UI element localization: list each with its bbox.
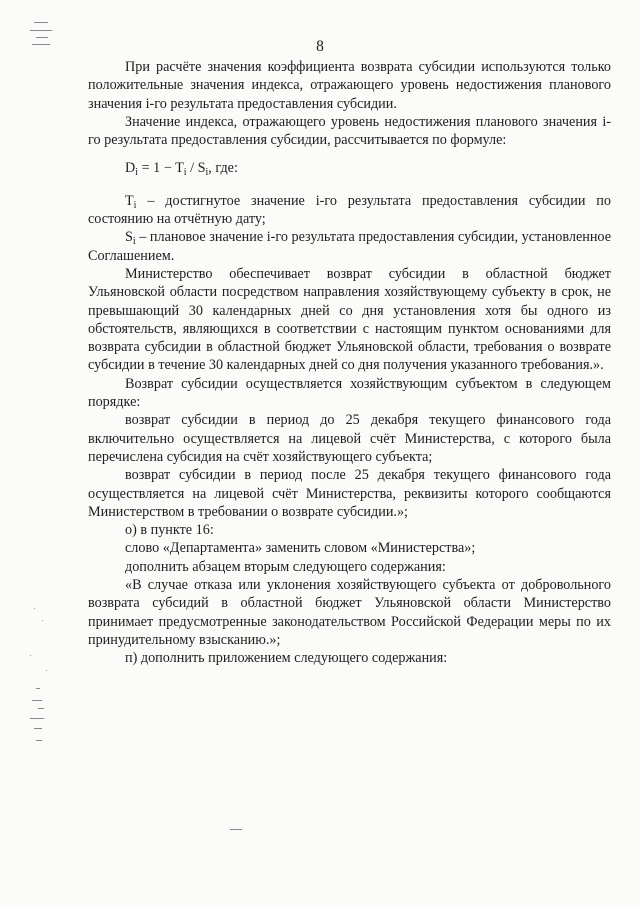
formula-slash: / bbox=[186, 160, 198, 177]
formula-eq: = 1 − bbox=[138, 160, 176, 177]
paragraph-1: При расчёте значения коэффициента возврата субсидии используются только положительные значения индекса, отражающего уровень недостижения планового значения i-го результата предоставления субсидии. bbox=[88, 59, 611, 112]
definition-symbol-sub: i bbox=[132, 236, 136, 248]
definition-text: – достигнутое значение i-го результата предоставления субсидии по состоянию на отчётную дату; bbox=[88, 192, 611, 228]
body-paragraph: Министерство обеспечивает возврат субсидии в областной бюджет Ульяновской области посредством направления хозяйствующему субъекту в срок, не превышающий 30 календарных дней со дня установления хотя бы одного из обстоятельств, являющихся в соответствии с настоящим пунктом основаниями для возврата субсидии в областной бюджет Ульяновской области, требования о возврате субсидии в течение 30 календарных дней со дня получения указанного требования.». bbox=[88, 265, 611, 374]
body-paragraph: возврат субсидии в период после 25 декабря текущего финансового года осуществляется на лицевой счёт Министерства, реквизиты которого сообщаются Министерством в требовании о возврате субсидии.»; bbox=[88, 467, 611, 520]
definition-symbol: T bbox=[125, 192, 134, 209]
body-paragraph: п) дополнить приложением следующего содержания: bbox=[125, 650, 448, 667]
definition-symbol: S bbox=[125, 229, 133, 246]
scan-artifact-bottom bbox=[228, 826, 246, 834]
page-number: 8 bbox=[316, 38, 324, 55]
body-paragraph: «В случае отказа или уклонения хозяйствующего субъекта от добровольного возврата субсидий в областной бюджет Ульяновской области Министерство принимает предусмотренные законодательством Российской Федерации меры по их принудительному взысканию.»; bbox=[88, 577, 611, 648]
formula-d-sub: i bbox=[135, 167, 139, 179]
scan-artifact-left-margin bbox=[20, 600, 60, 750]
paragraph-2: Значение индекса, отражающего уровень недостижения планового значения i-го результата предоставления субсидии, рассчитывается по формуле: bbox=[88, 113, 611, 149]
formula-d: D bbox=[125, 160, 136, 177]
formula-t: T bbox=[175, 160, 184, 177]
definition-symbol-sub: i bbox=[133, 199, 137, 211]
formula-s-sub: i bbox=[205, 167, 209, 179]
definition-ti bbox=[88, 192, 611, 229]
definition-text: – плановое значение i-го результата предоставления субсидии, установленное Соглашением. bbox=[88, 229, 611, 264]
formula bbox=[88, 159, 611, 177]
formula-s: S bbox=[197, 160, 206, 177]
formula-tail: , где: bbox=[208, 160, 238, 177]
body-paragraph: дополнить абзацем вторым следующего содержания: bbox=[125, 558, 446, 575]
body-paragraph: о) в пункте 16: bbox=[125, 522, 214, 539]
document-body bbox=[88, 58, 611, 668]
body-paragraph: Возврат субсидии осуществляется хозяйствующим субъектом в следующем порядке: bbox=[88, 375, 611, 411]
body-paragraph: возврат субсидии в период до 25 декабря текущего финансового года включительно осуществляется на лицевой счёт Министерства, с которого была перечислена субсидия на счёт хозяйствующего субъекта; bbox=[88, 412, 611, 465]
body-paragraph: слово «Департамента» заменить словом «Министерства»; bbox=[125, 540, 476, 557]
definition-si bbox=[88, 228, 611, 265]
formula-t-sub: i bbox=[183, 167, 187, 179]
